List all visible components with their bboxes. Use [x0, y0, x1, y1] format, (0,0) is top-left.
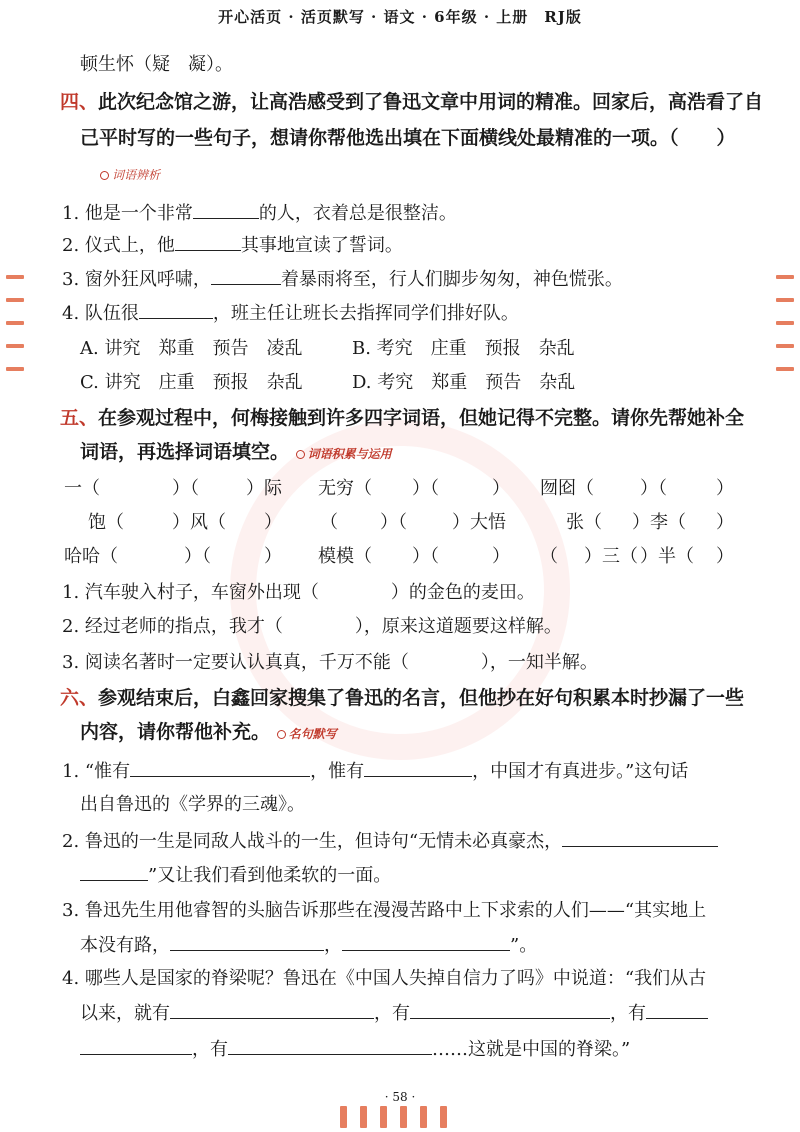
idiom-row-2: 饱（ ）风（ ） （ ）（ ）大悟 张（ ）李（ ） — [88, 512, 734, 533]
s6-question-4-cont: 以来，就有 ，有 ，有 — [80, 1000, 708, 1027]
section-4-title-cont: 己平时写的一些句子，想请你帮他选出填在下面横线处最精准的一项。（ ） — [80, 127, 736, 149]
s4-question-3: 3. 窗外狂风呼啸， 着暴雨将至，行人们脚步匆匆，神色慌张。 — [62, 266, 623, 293]
s6-question-1-cont: 出自鲁迅的《学界的三魂》。 — [80, 794, 305, 815]
carry-over-line: 顿生怀（疑 凝）。 — [80, 54, 233, 75]
answer-blank[interactable] — [170, 1000, 374, 1019]
s6-question-1: 1. “惟有 ，惟有 ，中国才有真进步。”这句话 — [62, 758, 688, 785]
option-c[interactable]: C. 讲究 庄重 预报 杂乱 — [80, 372, 303, 393]
answer-blank[interactable] — [130, 758, 310, 777]
tag-icon — [277, 730, 286, 739]
answer-blank[interactable] — [175, 232, 241, 251]
answer-blank[interactable] — [80, 1036, 192, 1055]
s5-question-2: 2. 经过老师的指点，我才（ ），原来这道题要这样解。 — [62, 616, 562, 637]
idiom-row-3: 哈哈（ ）（ ） 模模（ ）（ ） （ ）三（ ）半（ ） — [64, 546, 734, 567]
s4-question-1: 1. 他是一个非常 的人，衣着总是很整洁。 — [62, 200, 457, 227]
option-b[interactable]: B. 考究 庄重 预报 杂乱 — [352, 338, 575, 359]
page-number: · 58 · — [384, 1090, 416, 1104]
section-5-number: 五、 — [60, 407, 99, 429]
idiom-row-1: 一（ ）（ ）际 无穷（ ）（ ） 囫囵（ ）（ ） — [64, 478, 734, 499]
section-6-title-cont: 内容，请你帮他补充。 名句默写 — [80, 721, 337, 743]
tag-icon — [100, 171, 109, 180]
answer-blank[interactable] — [410, 1000, 610, 1019]
s5-question-1: 1. 汽车驶入村子，车窗外出现（ ）的金色的麦田。 — [62, 582, 535, 603]
answer-blank[interactable] — [170, 932, 324, 951]
section-5-title-cont: 词语，再选择词语填空。 词语积累与运用 — [80, 441, 392, 463]
answer-blank[interactable] — [193, 200, 259, 219]
option-a[interactable]: A. 讲究 郑重 预告 凌乱 — [80, 338, 303, 359]
answer-blank[interactable] — [364, 758, 472, 777]
section-5-tag: 词语积累与运用 — [296, 447, 392, 461]
s6-question-4: 4. 哪些人是国家的脊梁呢？鲁迅在《中国人失掉自信力了吗》中说道：“我们从古 — [62, 968, 707, 989]
answer-blank[interactable] — [211, 266, 281, 285]
s6-question-3-cont: 本没有路， ， ”。 — [80, 932, 537, 959]
answer-blank[interactable] — [139, 300, 213, 319]
answer-blank[interactable] — [228, 1036, 432, 1055]
s6-question-2: 2. 鲁迅的一生是同敌人战斗的一生，但诗句“无情未必真豪杰， — [62, 828, 718, 855]
section-6-text: 参观结束后，白鑫回家搜集了鲁迅的名言，但他抄在好句积累本时抄漏了一些 — [98, 687, 745, 709]
section-5-text: 在参观过程中，何梅接触到许多四字词语，但她记得不完整。请你先帮她补全 — [98, 407, 745, 429]
section-6-title — [60, 684, 744, 712]
answer-blank[interactable] — [80, 862, 148, 881]
section-4-title — [60, 88, 763, 116]
option-d[interactable]: D. 考究 郑重 预告 杂乱 — [352, 372, 576, 393]
tag-icon — [296, 450, 305, 459]
s6-question-3: 3. 鲁迅先生用他睿智的头脑告诉那些在漫漫苦路中上下求索的人们——“其实地上 — [62, 900, 707, 921]
section-4-text: 此次纪念馆之游，让高浩感受到了鲁迅文章中用词的精准。回家后，高浩看了自 — [98, 91, 764, 113]
s5-question-3: 3. 阅读名著时一定要认认真真，千万不能（ ），一知半解。 — [62, 652, 598, 673]
s6-question-2-cont: ”又让我们看到他柔软的一面。 — [80, 862, 391, 889]
answer-blank[interactable] — [646, 1000, 708, 1019]
section-5-title — [60, 404, 744, 432]
s4-question-4: 4. 队伍很 ，班主任让班长去指挥同学们排好队。 — [62, 300, 519, 327]
answer-blank[interactable] — [562, 828, 718, 847]
s6-question-4-cont2: ，有 ……这就是中国的脊梁。” — [80, 1036, 630, 1063]
answer-blank[interactable] — [342, 932, 510, 951]
section-4-tag: 词语辨析 — [100, 166, 160, 183]
s4-question-2: 2. 仪式上，他 其事地宣读了誓词。 — [62, 232, 403, 259]
section-4-number: 四、 — [60, 91, 99, 113]
section-6-number: 六、 — [60, 687, 99, 709]
page-header: 开心活页 · 活页默写 · 语文 · 6年级 · 上册 RJ版 — [218, 8, 582, 26]
section-6-tag: 名句默写 — [277, 727, 337, 741]
